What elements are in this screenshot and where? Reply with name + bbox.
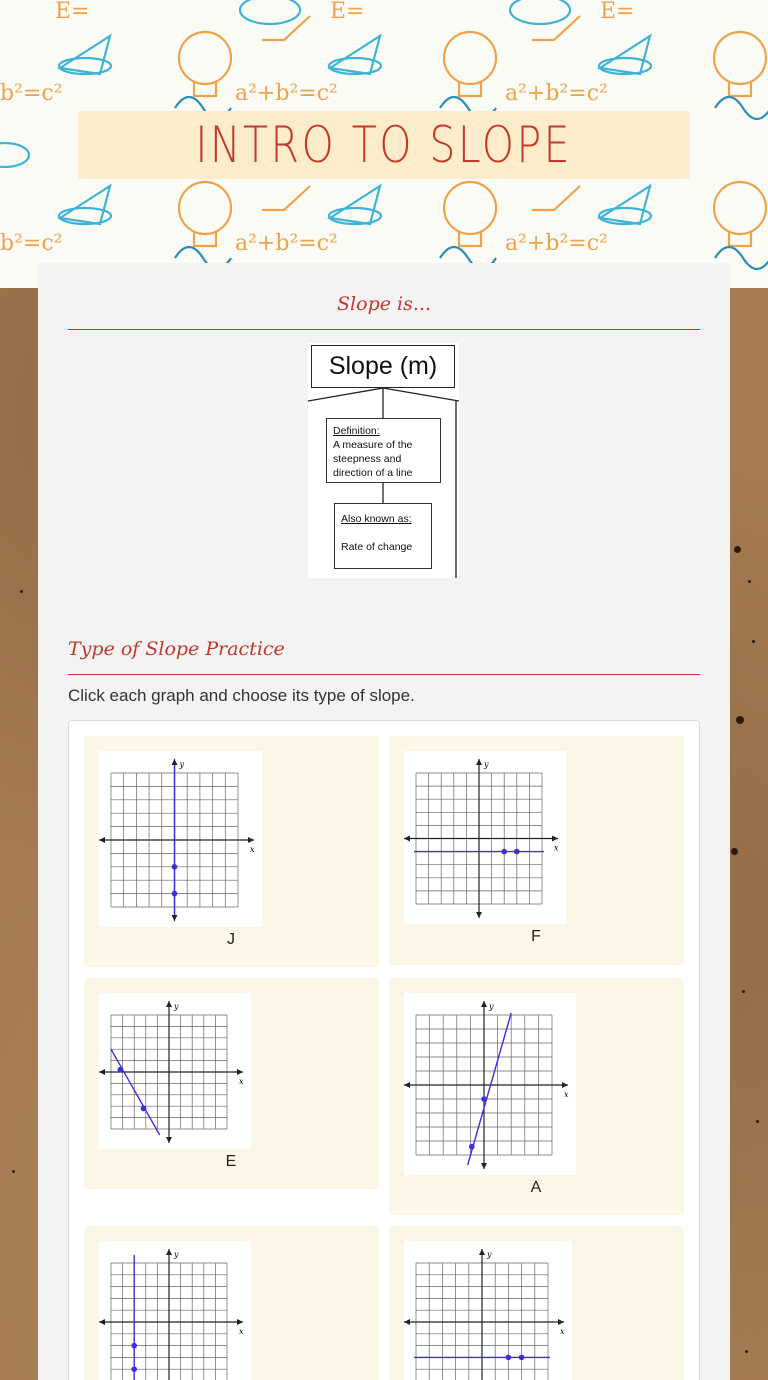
card-label: A	[530, 1179, 542, 1196]
header-banner	[0, 0, 768, 288]
concept-title: Slope (m)	[311, 345, 455, 388]
title-box	[78, 111, 690, 179]
svg-text:y: y	[174, 1250, 179, 1259]
graph-card[interactable]	[84, 1226, 379, 1380]
svg-text:x: x	[554, 843, 559, 853]
section-heading-practice: Type of Slope Practice	[68, 638, 285, 660]
definition-line: direction of a line	[333, 467, 413, 479]
svg-text:y: y	[179, 760, 185, 769]
definition-box	[326, 418, 441, 483]
graph-image	[404, 751, 566, 924]
aka-value: Rate of change	[341, 541, 413, 553]
definition-line: A measure of the	[333, 439, 413, 451]
svg-text:y: y	[487, 1250, 492, 1259]
graph-image	[99, 1241, 251, 1380]
svg-text:y: y	[174, 1002, 179, 1011]
svg-text:b²=c²: b²=c²	[0, 81, 63, 106]
svg-text:y: y	[484, 760, 489, 769]
svg-text:x: x	[564, 1090, 569, 1099]
aka-box	[334, 503, 432, 569]
card-label: E	[225, 1153, 237, 1170]
content-card	[38, 263, 730, 1380]
graph-image	[99, 751, 262, 927]
svg-text:b²=c²: b²=c²	[0, 231, 63, 256]
aka-label: Also known as:	[341, 513, 412, 525]
svg-text:a²+b²=c²: a²+b²=c²	[235, 231, 338, 256]
svg-text:x: x	[560, 1327, 565, 1336]
definition-label: Definition:	[333, 425, 380, 437]
graph-card[interactable]	[84, 736, 379, 967]
svg-text:a²+b²=c²: a²+b²=c²	[505, 81, 608, 106]
matching-activity	[68, 720, 700, 1380]
instructions-text: Click each graph and choose its type of slope.	[68, 686, 415, 705]
card-label: F	[531, 928, 541, 945]
svg-text:y: y	[489, 1002, 494, 1011]
graph-image	[404, 993, 576, 1175]
svg-text:x: x	[250, 845, 255, 854]
divider	[68, 674, 700, 675]
page-title: INTRO TO SLOPE	[195, 116, 573, 174]
svg-text:E=: E=	[600, 0, 635, 24]
svg-text:E=: E=	[330, 0, 365, 24]
svg-text:x: x	[239, 1077, 244, 1086]
section-heading-slope-is: Slope is...	[337, 293, 431, 315]
concept-map-image	[308, 343, 459, 578]
graph-image	[404, 1241, 572, 1380]
card-label: J	[227, 931, 235, 948]
svg-text:E=: E=	[55, 0, 90, 24]
svg-text:a²+b²=c²: a²+b²=c²	[505, 231, 608, 256]
definition-line: steepness and	[333, 453, 402, 465]
divider	[68, 329, 700, 330]
graph-image	[99, 993, 251, 1149]
svg-text:a²+b²=c²: a²+b²=c²	[235, 81, 338, 106]
graph-card[interactable]	[84, 978, 379, 1189]
graph-card[interactable]	[389, 978, 684, 1215]
graph-card[interactable]	[389, 736, 684, 965]
svg-text:x: x	[239, 1327, 244, 1336]
graph-card[interactable]	[389, 1226, 684, 1380]
